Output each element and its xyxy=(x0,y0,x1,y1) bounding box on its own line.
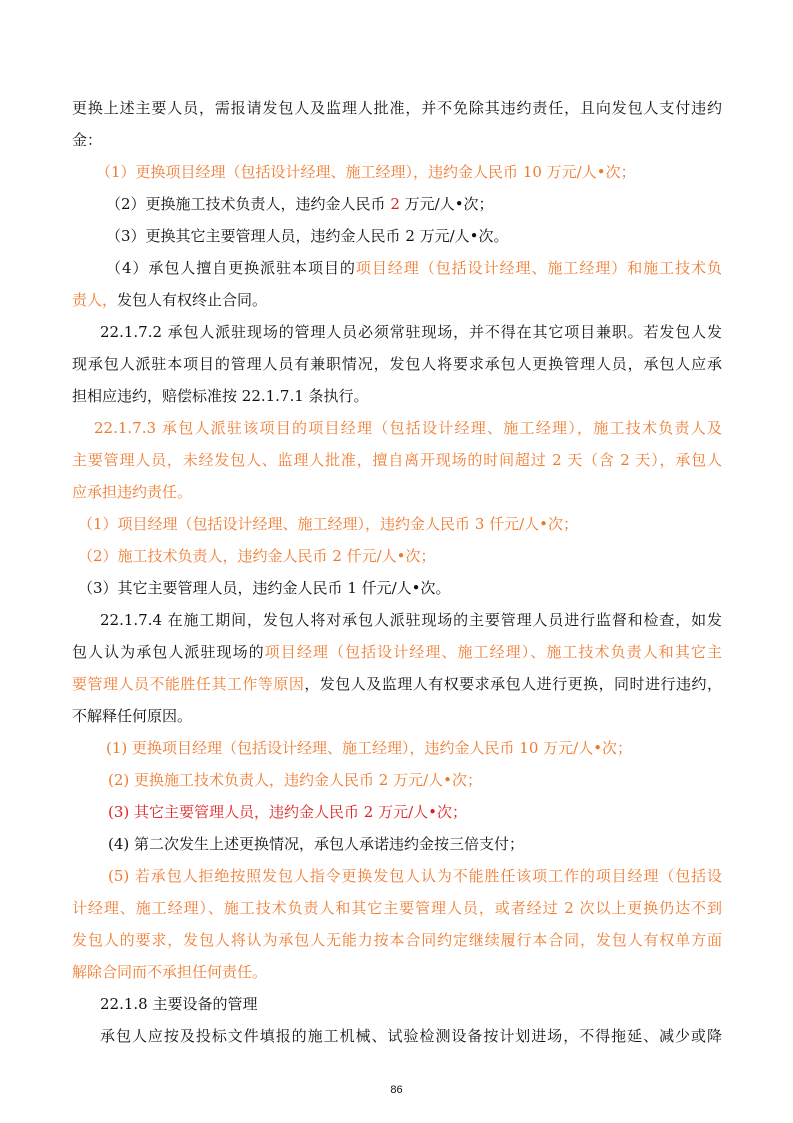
highlight-orange: 项目经理（包括设计经理、施工经理）和施工技术负 xyxy=(355,259,722,277)
paragraph-line: 现承包人派驻本项目的管理人员有兼职情况，发包人将要求承包人更换管理人员，承包人应承 xyxy=(72,355,722,373)
paragraph-line xyxy=(72,290,267,310)
list-item-orange: (2) 更换施工技术负责人，违约金人民币 2 万元/人•次； xyxy=(108,771,482,789)
paragraph-line xyxy=(72,674,722,694)
text-span: ，发包人及监理人有权要求承包人进行更换，同时进行违约， xyxy=(304,675,722,693)
red-number: 2 xyxy=(390,195,400,213)
highlight-orange: 责人， xyxy=(72,291,118,309)
list-item: （3）更换其它主要管理人员，违约金人民币 2 万元/人•次。 xyxy=(106,227,509,245)
clause-22-1-7-2: 22.1.7.2 承包人派驻现场的管理人员必须常驻现场，并不得在其它项目兼职。若发包人发 xyxy=(100,323,722,341)
text-span: 万元/人•次； xyxy=(399,195,494,213)
page-number: 86 xyxy=(390,1084,403,1096)
text-span: 发包人有权终止合同。 xyxy=(117,291,268,309)
list-item-orange: （1）更换项目经理（包括设计经理、施工经理），违约金人民币 10 万元/人•次； xyxy=(96,163,636,181)
paragraph-line-orange: 主要管理人员，未经发包人、监理人批准，擅自离开现场的时间超过 2 天（含 2 天），承包人 xyxy=(72,451,722,469)
list-item: (4) 第二次发生上述更换情况，承包人承诺违约金按三倍支付； xyxy=(108,835,525,853)
paragraph-line-orange: 计经理、施工经理）、施工技术负责人和其它主要管理人员，或者经过 2 次以上更换仍达不到 xyxy=(72,899,722,917)
clause-22-1-7-4: 22.1.7.4 在施工期间，发包人将对承包人派驻现场的主要管理人员进行监督和检查，如发 xyxy=(100,611,722,629)
list-item-orange: (5) 若承包人拒绝按照发包人指令更换发包人认为不能胜任该项工作的项目经理（包括设 xyxy=(108,867,722,885)
list-item-orange: (1) 更换项目经理（包括设计经理、施工经理），违约金人民币 10 万元/人•次； xyxy=(106,739,633,757)
paragraph-line: 不解释任何原因。 xyxy=(72,707,193,725)
text-span: （2）更换施工技术负责人，违约金人民币 xyxy=(106,195,391,213)
list-item-orange: （2）施工技术负责人，违约金人民币 2 仟元/人•次； xyxy=(78,547,436,565)
paragraph-line xyxy=(72,642,722,662)
list-item-orange: （1）项目经理（包括设计经理、施工经理），违约金人民币 3 仟元/人•次； xyxy=(78,515,579,533)
list-item: （3）其它主要管理人员，违约金人民币 1 仟元/人•次。 xyxy=(78,579,451,597)
text-span: （4）承包人擅自更换派驻本项目的 xyxy=(106,259,356,277)
paragraph-line-orange: 解除合同而不承担任何责任。 xyxy=(72,963,268,981)
list-item-red: (3) 其它主要管理人员，违约金人民币 2 万元/人•次； xyxy=(108,803,467,821)
paragraph-line: 担相应违约，赔偿标准按 22.1.7.1 条执行。 xyxy=(72,387,369,405)
paragraph-line: 承包人应按及投标文件填报的施工机械、试验检测设备按计划进场，不得拖延、减少或降 xyxy=(100,1027,722,1045)
clause-22-1-7-3: 22.1.7.3 承包人派驻该项目的项目经理（包括设计经理、施工经理），施工技术负责人及 xyxy=(94,419,722,437)
paragraph-line-orange: 发包人的要求，发包人将认为承包人无能力按本合同约定继续履行本合同，发包人有权单方面 xyxy=(72,931,722,949)
list-item xyxy=(106,194,494,214)
paragraph-line-orange: 应承担违约责任。 xyxy=(72,483,193,501)
highlight-orange: 要管理人员不能胜任其工作等原因 xyxy=(72,675,305,693)
paragraph-line: 更换上述主要人员，需报请发包人及监理人批准，并不免除其违约责任，且向发包人支付违约 xyxy=(72,99,722,117)
text-span: 包人认为承包人派驻现场的 xyxy=(72,643,265,661)
paragraph-line: 金： xyxy=(72,131,103,149)
section-heading: 22.1.8 主要设备的管理 xyxy=(100,995,258,1013)
list-item xyxy=(106,258,722,278)
highlight-orange: 项目经理（包括设计经理、施工经理）、施工技术负责人和其它主 xyxy=(264,643,722,661)
